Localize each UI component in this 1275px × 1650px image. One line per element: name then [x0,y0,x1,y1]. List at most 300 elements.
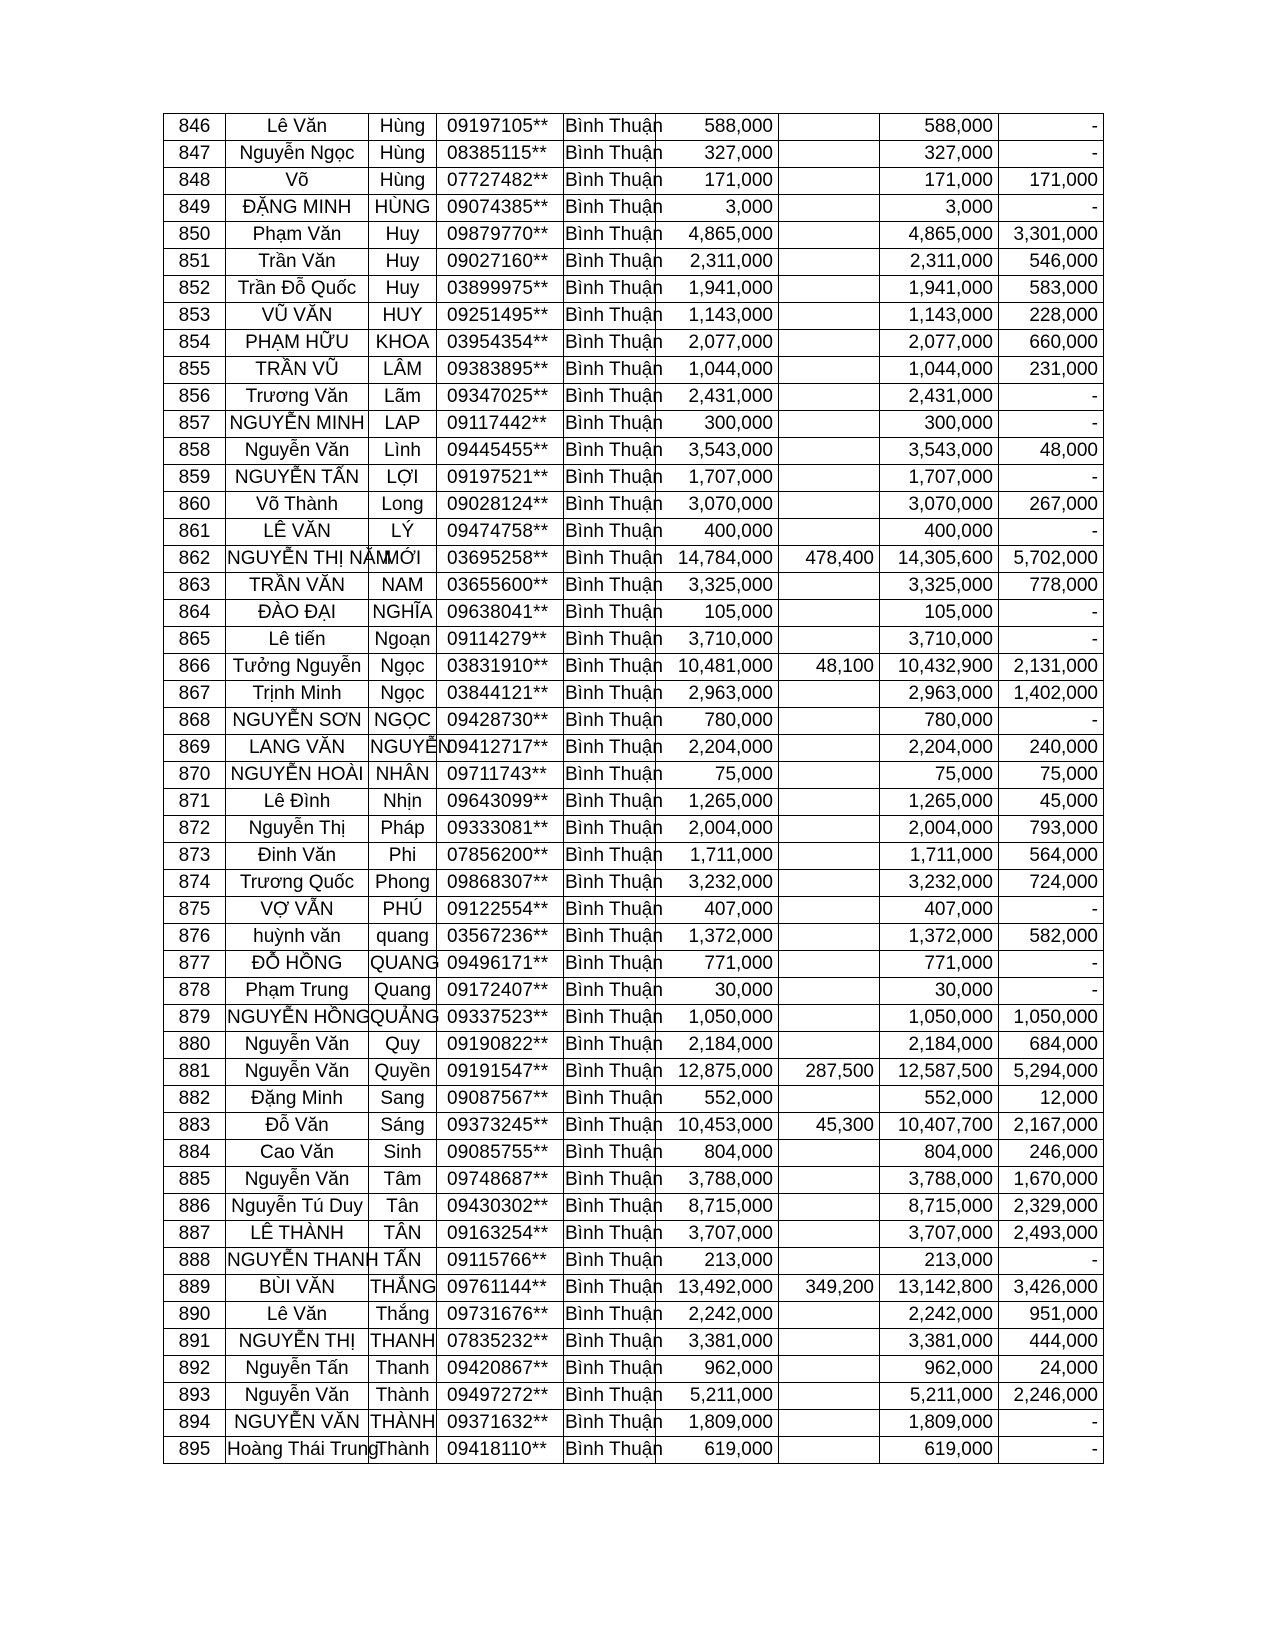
province-cell: Bình Thuận [564,1167,656,1194]
amount-deduction-cell [779,330,880,357]
row-number-cell: 870 [164,762,226,789]
province-cell: Bình Thuận [564,1302,656,1329]
amount-total-cell: 588,000 [656,114,779,141]
amount-extra-cell: 1,670,000 [999,1167,1104,1194]
phone-number-cell: 09496171** [437,951,564,978]
province-cell: Bình Thuận [564,519,656,546]
amount-net-cell: 3,543,000 [880,438,999,465]
amount-extra-cell: 5,702,000 [999,546,1104,573]
row-number-cell: 858 [164,438,226,465]
amount-deduction-cell [779,465,880,492]
amount-total-cell: 4,865,000 [656,222,779,249]
table-row [164,897,1104,924]
amount-total-cell: 1,707,000 [656,465,779,492]
amount-extra-cell: 1,050,000 [999,1005,1104,1032]
province-cell: Bình Thuận [564,114,656,141]
amount-total-cell: 2,311,000 [656,249,779,276]
table-row [164,951,1104,978]
amount-extra-cell: 3,426,000 [999,1275,1104,1302]
amount-total-cell: 105,000 [656,600,779,627]
amount-deduction-cell [779,1086,880,1113]
phone-number-cell: 07835232** [437,1329,564,1356]
amount-net-cell: 3,000 [880,195,999,222]
province-cell: Bình Thuận [564,411,656,438]
amount-total-cell: 407,000 [656,897,779,924]
table-row [164,681,1104,708]
table-row [164,600,1104,627]
amount-deduction-cell [779,681,880,708]
given-name-cell: NHÂN [369,762,437,789]
table-row [164,438,1104,465]
province-cell: Bình Thuận [564,1059,656,1086]
table-row [164,330,1104,357]
given-name-cell: Phi [369,843,437,870]
amount-deduction-cell [779,1140,880,1167]
amount-net-cell: 4,865,000 [880,222,999,249]
table-row [164,735,1104,762]
phone-number-cell: 03899975** [437,276,564,303]
family-middle-name-cell: LANG VĂN [226,735,369,762]
given-name-cell: Sang [369,1086,437,1113]
amount-net-cell: 30,000 [880,978,999,1005]
row-number-cell: 861 [164,519,226,546]
amount-total-cell: 2,963,000 [656,681,779,708]
given-name-cell: PHÚ [369,897,437,924]
given-name-cell: Phong [369,870,437,897]
amount-net-cell: 3,381,000 [880,1329,999,1356]
province-cell: Bình Thuận [564,384,656,411]
given-name-cell: Hùng [369,141,437,168]
amount-total-cell: 75,000 [656,762,779,789]
phone-number-cell: 09731676** [437,1302,564,1329]
province-cell: Bình Thuận [564,330,656,357]
row-number-cell: 887 [164,1221,226,1248]
phone-number-cell: 07856200** [437,843,564,870]
amount-deduction-cell [779,762,880,789]
amount-extra-cell: 1,402,000 [999,681,1104,708]
amount-total-cell: 10,453,000 [656,1113,779,1140]
province-cell: Bình Thuận [564,1275,656,1302]
table-row [164,870,1104,897]
family-middle-name-cell: VŨ VĂN [226,303,369,330]
amount-total-cell: 1,050,000 [656,1005,779,1032]
row-number-cell: 892 [164,1356,226,1383]
amount-total-cell: 13,492,000 [656,1275,779,1302]
phone-number-cell: 09711743** [437,762,564,789]
row-number-cell: 869 [164,735,226,762]
amount-deduction-cell [779,141,880,168]
table-row [164,843,1104,870]
amount-net-cell: 1,143,000 [880,303,999,330]
amount-total-cell: 1,143,000 [656,303,779,330]
amount-extra-cell: 24,000 [999,1356,1104,1383]
province-cell: Bình Thuận [564,1221,656,1248]
province-cell: Bình Thuận [564,141,656,168]
phone-number-cell: 09251495** [437,303,564,330]
amount-extra-cell: 2,246,000 [999,1383,1104,1410]
amount-deduction-cell [779,222,880,249]
amount-extra-cell: 2,131,000 [999,654,1104,681]
phone-number-cell: 09087567** [437,1086,564,1113]
province-cell: Bình Thuận [564,276,656,303]
amount-net-cell: 5,211,000 [880,1383,999,1410]
row-number-cell: 850 [164,222,226,249]
row-number-cell: 871 [164,789,226,816]
amount-total-cell: 780,000 [656,708,779,735]
amount-deduction-cell: 48,100 [779,654,880,681]
family-middle-name-cell: Nguyễn Ngọc [226,141,369,168]
province-cell: Bình Thuận [564,1140,656,1167]
phone-number-cell: 09347025** [437,384,564,411]
table-row [164,978,1104,1005]
province-cell: Bình Thuận [564,708,656,735]
table-row [164,1140,1104,1167]
phone-number-cell: 09879770** [437,222,564,249]
phone-number-cell: 09027160** [437,249,564,276]
province-cell: Bình Thuận [564,1113,656,1140]
phone-number-cell: 09420867** [437,1356,564,1383]
table-row [164,519,1104,546]
table-row [164,1113,1104,1140]
amount-total-cell: 3,232,000 [656,870,779,897]
amount-deduction-cell [779,1383,880,1410]
row-number-cell: 846 [164,114,226,141]
row-number-cell: 866 [164,654,226,681]
amount-extra-cell: 5,294,000 [999,1059,1104,1086]
amount-net-cell: 2,431,000 [880,384,999,411]
amount-extra-cell: 45,000 [999,789,1104,816]
table-row [164,1221,1104,1248]
table-row [164,465,1104,492]
given-name-cell: HUY [369,303,437,330]
amount-extra-cell: - [999,627,1104,654]
amount-deduction-cell [779,1167,880,1194]
given-name-cell: QUẢNG [369,1005,437,1032]
amount-deduction-cell [779,1410,880,1437]
amount-deduction-cell [779,1329,880,1356]
province-cell: Bình Thuận [564,465,656,492]
amount-extra-cell: 684,000 [999,1032,1104,1059]
phone-number-cell: 08385115** [437,141,564,168]
given-name-cell: Lãm [369,384,437,411]
row-number-cell: 852 [164,276,226,303]
amount-total-cell: 5,211,000 [656,1383,779,1410]
family-middle-name-cell: Nguyễn Tú Duy [226,1194,369,1221]
amount-net-cell: 3,325,000 [880,573,999,600]
family-middle-name-cell: Trịnh Minh [226,681,369,708]
family-middle-name-cell: PHẠM HỮU [226,330,369,357]
amount-total-cell: 3,710,000 [656,627,779,654]
province-cell: Bình Thuận [564,1356,656,1383]
amount-net-cell: 3,232,000 [880,870,999,897]
province-cell: Bình Thuận [564,924,656,951]
province-cell: Bình Thuận [564,1437,656,1464]
amount-deduction-cell [779,870,880,897]
table-row [164,789,1104,816]
row-number-cell: 864 [164,600,226,627]
amount-net-cell: 1,265,000 [880,789,999,816]
amount-deduction-cell [779,1221,880,1248]
amount-extra-cell: 564,000 [999,843,1104,870]
amount-total-cell: 12,875,000 [656,1059,779,1086]
row-number-cell: 848 [164,168,226,195]
table-row [164,114,1104,141]
amount-net-cell: 2,184,000 [880,1032,999,1059]
amount-net-cell: 8,715,000 [880,1194,999,1221]
phone-number-cell: 03831910** [437,654,564,681]
phone-number-cell: 03954354** [437,330,564,357]
amount-total-cell: 10,481,000 [656,654,779,681]
family-middle-name-cell: Nguyễn Văn [226,1032,369,1059]
table-row [164,222,1104,249]
amount-net-cell: 3,710,000 [880,627,999,654]
family-middle-name-cell: Lê tiến [226,627,369,654]
amount-deduction-cell [779,816,880,843]
row-number-cell: 867 [164,681,226,708]
table-row [164,1059,1104,1086]
table-row [164,1329,1104,1356]
amount-deduction-cell: 478,400 [779,546,880,573]
amount-net-cell: 75,000 [880,762,999,789]
row-number-cell: 879 [164,1005,226,1032]
row-number-cell: 872 [164,816,226,843]
phone-number-cell: 09638041** [437,600,564,627]
given-name-cell: LAP [369,411,437,438]
amount-extra-cell: - [999,519,1104,546]
row-number-cell: 851 [164,249,226,276]
amount-deduction-cell [779,519,880,546]
amount-net-cell: 407,000 [880,897,999,924]
family-middle-name-cell: Nguyễn Văn [226,1167,369,1194]
family-middle-name-cell: LÊ VĂN [226,519,369,546]
table-row [164,1167,1104,1194]
given-name-cell: Thành [369,1383,437,1410]
amount-deduction-cell [779,1302,880,1329]
row-number-cell: 863 [164,573,226,600]
amount-total-cell: 2,242,000 [656,1302,779,1329]
amount-total-cell: 3,543,000 [656,438,779,465]
family-middle-name-cell: Đinh Văn [226,843,369,870]
table-row [164,816,1104,843]
phone-number-cell: 09197521** [437,465,564,492]
amount-extra-cell: 231,000 [999,357,1104,384]
given-name-cell: LÝ [369,519,437,546]
amount-deduction-cell: 45,300 [779,1113,880,1140]
amount-total-cell: 3,788,000 [656,1167,779,1194]
family-middle-name-cell: Trần Văn [226,249,369,276]
amount-deduction-cell [779,438,880,465]
family-middle-name-cell: Trương Quốc [226,870,369,897]
province-cell: Bình Thuận [564,1383,656,1410]
amount-deduction-cell [779,600,880,627]
given-name-cell: Tân [369,1194,437,1221]
amount-extra-cell: 951,000 [999,1302,1104,1329]
phone-number-cell: 07727482** [437,168,564,195]
table-row [164,276,1104,303]
family-middle-name-cell: Nguyễn Thị [226,816,369,843]
amount-total-cell: 3,381,000 [656,1329,779,1356]
family-middle-name-cell: Nguyễn Văn [226,1059,369,1086]
family-middle-name-cell: Đặng Minh [226,1086,369,1113]
amount-deduction-cell [779,195,880,222]
given-name-cell: Thắng [369,1302,437,1329]
province-cell: Bình Thuận [564,1194,656,1221]
amount-net-cell: 1,809,000 [880,1410,999,1437]
table-row [164,546,1104,573]
amount-total-cell: 3,707,000 [656,1221,779,1248]
amount-extra-cell: 267,000 [999,492,1104,519]
phone-number-cell: 09333081** [437,816,564,843]
phone-number-cell: 09085755** [437,1140,564,1167]
amount-net-cell: 3,788,000 [880,1167,999,1194]
amount-deduction-cell [779,789,880,816]
family-middle-name-cell: Nguyễn Tấn [226,1356,369,1383]
amount-extra-cell: - [999,708,1104,735]
data-table [163,113,1104,1464]
given-name-cell: THẮNG [369,1275,437,1302]
phone-number-cell: 03695258** [437,546,564,573]
phone-number-cell: 09191547** [437,1059,564,1086]
amount-net-cell: 1,044,000 [880,357,999,384]
given-name-cell: Pháp [369,816,437,843]
phone-number-cell: 09748687** [437,1167,564,1194]
amount-deduction-cell [779,384,880,411]
amount-net-cell: 1,372,000 [880,924,999,951]
family-middle-name-cell: Trần Đỗ Quốc [226,276,369,303]
amount-deduction-cell: 287,500 [779,1059,880,1086]
phone-number-cell: 09761144** [437,1275,564,1302]
province-cell: Bình Thuận [564,978,656,1005]
given-name-cell: MỚI [369,546,437,573]
amount-total-cell: 1,372,000 [656,924,779,951]
amount-deduction-cell [779,1005,880,1032]
amount-extra-cell: - [999,114,1104,141]
amount-total-cell: 2,204,000 [656,735,779,762]
phone-number-cell: 09122554** [437,897,564,924]
row-number-cell: 888 [164,1248,226,1275]
row-number-cell: 854 [164,330,226,357]
row-number-cell: 856 [164,384,226,411]
given-name-cell: KHOA [369,330,437,357]
amount-extra-cell: 2,329,000 [999,1194,1104,1221]
family-middle-name-cell: huỳnh văn [226,924,369,951]
amount-net-cell: 780,000 [880,708,999,735]
amount-extra-cell: - [999,195,1104,222]
row-number-cell: 862 [164,546,226,573]
province-cell: Bình Thuận [564,735,656,762]
row-number-cell: 853 [164,303,226,330]
phone-number-cell: 09115766** [437,1248,564,1275]
given-name-cell: Ngoạn [369,627,437,654]
amount-deduction-cell [779,357,880,384]
amount-deduction-cell [779,708,880,735]
amount-deduction-cell [779,114,880,141]
amount-net-cell: 213,000 [880,1248,999,1275]
amount-deduction-cell [779,276,880,303]
amount-net-cell: 1,707,000 [880,465,999,492]
given-name-cell: Quyền [369,1059,437,1086]
province-cell: Bình Thuận [564,573,656,600]
row-number-cell: 875 [164,897,226,924]
family-middle-name-cell: ĐÀO ĐẠI [226,600,369,627]
given-name-cell: QUANG [369,951,437,978]
amount-deduction-cell [779,735,880,762]
amount-total-cell: 619,000 [656,1437,779,1464]
amount-extra-cell: 171,000 [999,168,1104,195]
table-row [164,627,1104,654]
family-middle-name-cell: Phạm Văn [226,222,369,249]
amount-extra-cell: - [999,897,1104,924]
province-cell: Bình Thuận [564,762,656,789]
amount-extra-cell: 793,000 [999,816,1104,843]
phone-number-cell: 09074385** [437,195,564,222]
amount-total-cell: 1,711,000 [656,843,779,870]
table-body [164,114,1104,1464]
phone-number-cell: 09428730** [437,708,564,735]
amount-extra-cell: 75,000 [999,762,1104,789]
province-cell: Bình Thuận [564,816,656,843]
phone-number-cell: 09371632** [437,1410,564,1437]
table-row [164,654,1104,681]
given-name-cell: Sinh [369,1140,437,1167]
province-cell: Bình Thuận [564,168,656,195]
given-name-cell: Ngọc [369,681,437,708]
phone-number-cell: 09418110** [437,1437,564,1464]
amount-total-cell: 2,431,000 [656,384,779,411]
phone-number-cell: 09117442** [437,411,564,438]
table-row [164,1383,1104,1410]
given-name-cell: NAM [369,573,437,600]
phone-number-cell: 03655600** [437,573,564,600]
amount-net-cell: 2,311,000 [880,249,999,276]
table-row [164,303,1104,330]
row-number-cell: 849 [164,195,226,222]
amount-deduction-cell [779,1194,880,1221]
province-cell: Bình Thuận [564,546,656,573]
table-row [164,492,1104,519]
given-name-cell: THANH [369,1329,437,1356]
given-name-cell: Ngọc [369,654,437,681]
amount-total-cell: 3,000 [656,195,779,222]
given-name-cell: HÙNG [369,195,437,222]
amount-net-cell: 105,000 [880,600,999,627]
province-cell: Bình Thuận [564,438,656,465]
province-cell: Bình Thuận [564,1329,656,1356]
row-number-cell: 889 [164,1275,226,1302]
province-cell: Bình Thuận [564,843,656,870]
amount-deduction-cell: 349,200 [779,1275,880,1302]
family-middle-name-cell: NGUYỄN SƠN [226,708,369,735]
family-middle-name-cell: NGUYỄN THỊ NĂM [226,546,369,573]
province-cell: Bình Thuận [564,654,656,681]
amount-deduction-cell [779,573,880,600]
amount-deduction-cell [779,303,880,330]
amount-extra-cell: 3,301,000 [999,222,1104,249]
amount-total-cell: 1,265,000 [656,789,779,816]
amount-net-cell: 2,963,000 [880,681,999,708]
amount-extra-cell: - [999,141,1104,168]
amount-extra-cell: - [999,951,1104,978]
amount-deduction-cell [779,843,880,870]
row-number-cell: 876 [164,924,226,951]
amount-net-cell: 14,305,600 [880,546,999,573]
amount-total-cell: 962,000 [656,1356,779,1383]
family-middle-name-cell: BÙI VĂN [226,1275,369,1302]
amount-total-cell: 1,809,000 [656,1410,779,1437]
table-row [164,1248,1104,1275]
amount-extra-cell: 583,000 [999,276,1104,303]
table-row [164,384,1104,411]
